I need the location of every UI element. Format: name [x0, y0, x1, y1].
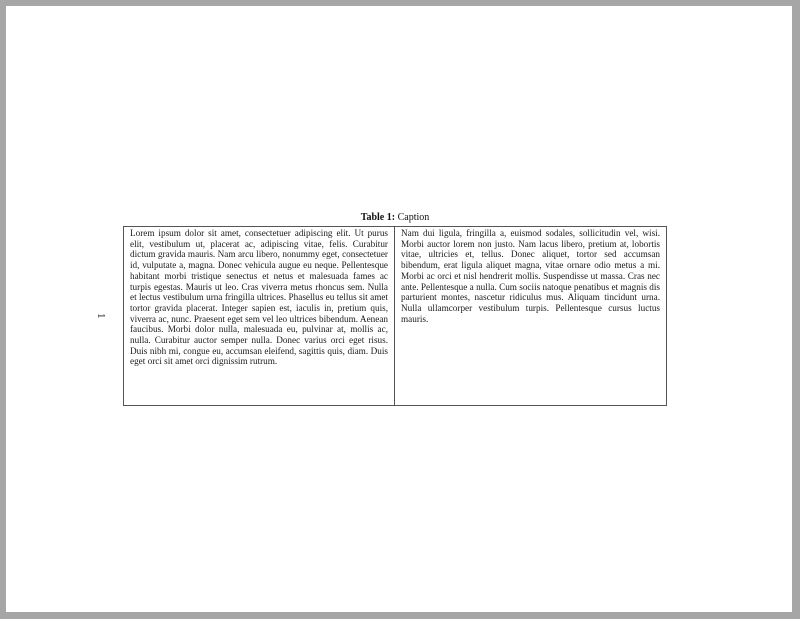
page-number: 1: [95, 313, 105, 319]
table-caption-label: Table 1:: [360, 212, 396, 223]
table-cell-left: Lorem ipsum dolor sit amet, consectetuer adipiscing elit. Ut purus elit, vestibulum ut, placerat ac, adipiscing vitae, felis. Curabitur dictum gravida mauris. Nam arcu libero, nonummy eget, consectetuer id, vulputate a, magna. Donec vehicula augue eu neque. Pellentesque habitant morbi tristique senectus et netus et malesuada fames ac turpis egestas. Mauris ut leo. Cras viverra metus rhoncus sem. Nulla et lectus vestibulum urna fringilla ultrices. Phasellus eu tellus sit amet tortor gravida placerat. Integer sapien est, iaculis in, pretium quis, viverra ac, nunc. Praesent eget sem vel leo ultrices bibendum. Aenean faucibus. Morbi dolor nulla, malesuada eu, pulvinar at, mollis ac, nulla. Curabitur auctor semper nulla. Donec varius orci eget risus. Duis nibh mi, congue eu, accumsan eleifend, sagittis quis, diam. Duis eget orci sit amet orci dignissim rutrum.: [124, 227, 395, 405]
table-caption: [123, 212, 667, 223]
document-page: [6, 6, 792, 612]
table-cell-right: Nam dui ligula, fringilla a, euismod sodales, sollicitudin vel, wisi. Morbi auctor lorem non justo. Nam lacus libero, pretium at, lobortis vitae, ultricies et, tellus. Donec aliquet, tortor sed accumsan bibendum, erat ligula aliquet magna, vitae ornare odio metus a mi. Morbi ac orci et nisl hendrerit mollis. Suspendisse ut massa. Cras nec ante. Pellentesque a nulla. Cum sociis natoque penatibus et magnis dis parturient montes, nascetur ridiculus mus. Aliquam tincidunt urna. Nulla ullamcorper vestibulum turpis. Pellentesque cursus luctus mauris.: [401, 228, 660, 324]
table-caption-text: Caption: [397, 212, 430, 223]
text-table: [123, 226, 667, 406]
